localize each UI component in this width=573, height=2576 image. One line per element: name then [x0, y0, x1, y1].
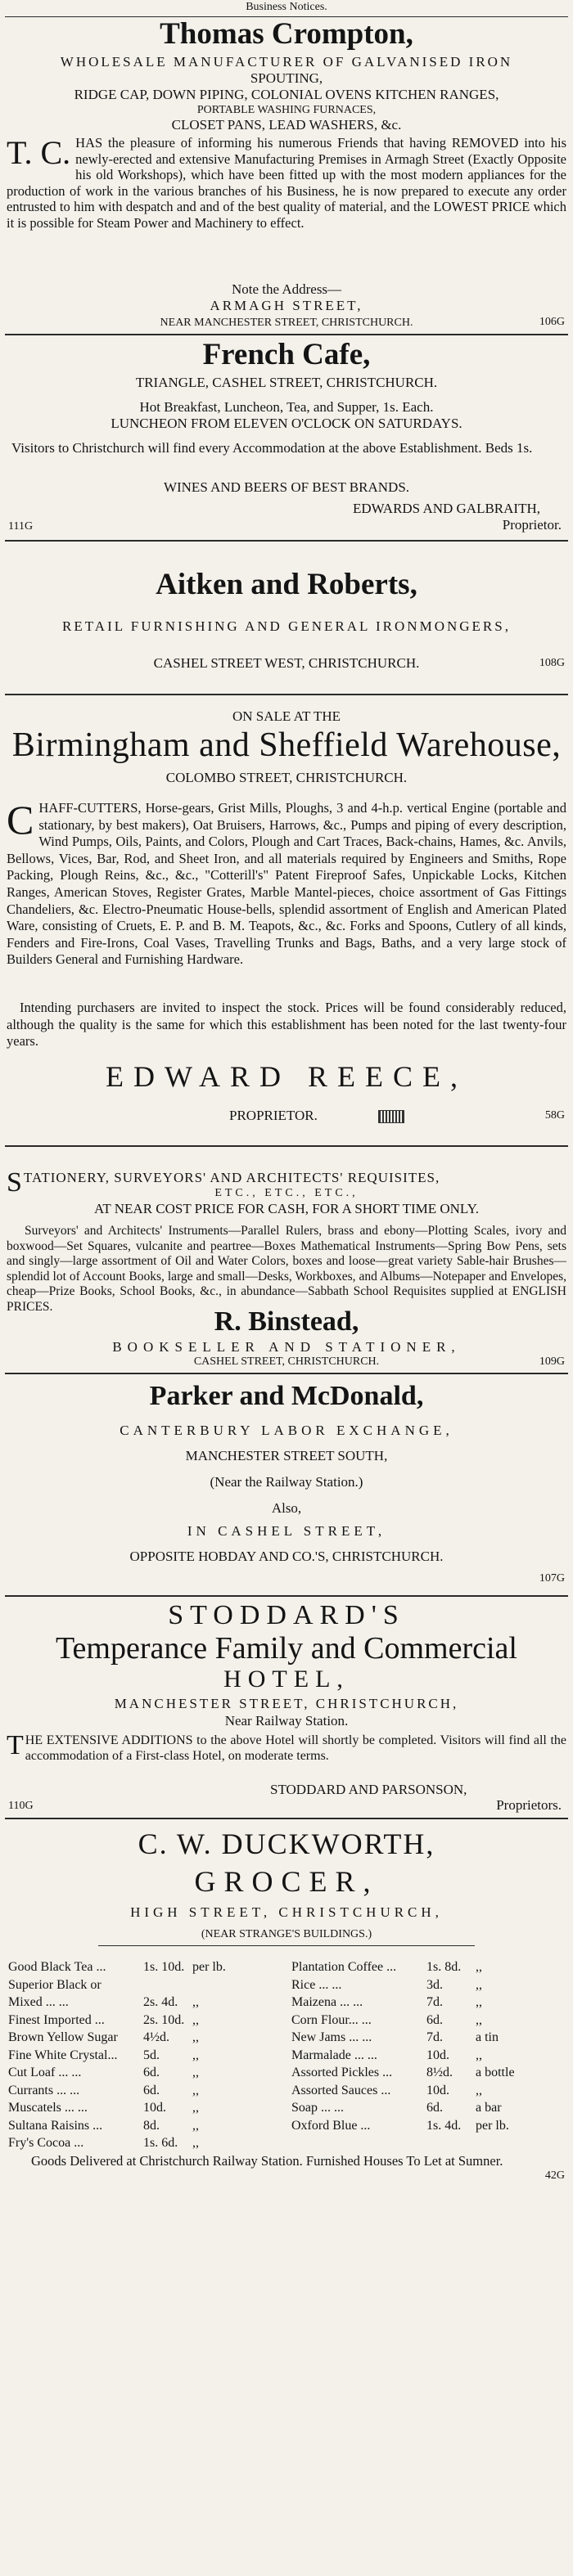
binstead-head2: ETC., ETC., ETC., [214, 1187, 359, 1199]
crompton-body-block [7, 135, 566, 231]
binstead-trade: BOOKSELLER AND STATIONER, [112, 1339, 461, 1355]
item-unit: ,, [192, 2066, 199, 2079]
price-row [8, 2047, 266, 2065]
item-name: Fry's Cocoa ... [8, 2136, 84, 2150]
price-row [291, 2029, 566, 2047]
divider [5, 694, 568, 695]
parker-also: Also, [271, 1500, 302, 1516]
crompton-body: HAS the pleasure of informing his numerous Friends that having REMOVED into his newly-erected and extensive Manufacturing Premises in Armagh Street (Exactly Opposite his old Workshops), which have been fitted up with the most modern appliances for the production of work in the various branches of his Business, he is now prepared to execute any order entrusted to him with despatch and and of the best quality of material, and the LOWEST PRICE which it is possible for Steam Power and Machinery to effect. [7, 135, 566, 231]
price-row [291, 1958, 566, 1976]
item-name: Assorted Pickles ... [291, 2066, 393, 2079]
item-unit: ,, [192, 1995, 199, 2009]
item-price: 2s. 10d. [143, 2012, 185, 2027]
item-price: 1s. 6d. [143, 2136, 178, 2150]
stoddard-drop-initial: T [7, 1730, 24, 1760]
parker-line5: OPPOSITE HOBDAY AND CO.'S, CHRISTCHURCH. [129, 1549, 444, 1564]
item-price: 4½d. [143, 2030, 169, 2044]
aitken-name: Aitken and Roberts, [156, 568, 417, 601]
item-unit: ,, [192, 2101, 199, 2115]
birmingham-owner: EDWARD REECE, [106, 1060, 467, 1093]
item-price: 10d. [143, 2101, 166, 2115]
divider [5, 1595, 568, 1597]
stoddard-code: 110G [8, 1800, 34, 1812]
item-unit: ,, [476, 1995, 482, 2009]
duckworth-street: HIGH STREET, CHRISTCHURCH, [130, 1904, 443, 1920]
crompton-drop-initial: T. C. [7, 134, 71, 171]
item-name: New Jams ... ... [291, 2030, 372, 2044]
price-row [8, 2099, 266, 2117]
price-row [291, 2064, 566, 2082]
item-unit: ,, [476, 1977, 482, 1992]
duckworth-footer: Goods Delivered at Christchurch Railway Station. Furnished Houses To Let at Sumner. [31, 2153, 503, 2169]
birmingham-proprietor: PROPRIETOR. [229, 1108, 318, 1123]
birmingham-on-sale: ON SALE AT THE [232, 708, 341, 724]
item-name: Corn Flour... ... [291, 2012, 372, 2027]
price-row [291, 2012, 566, 2030]
price-row [8, 1976, 266, 1994]
section-header: Business Notices. [246, 1, 327, 13]
binstead-drop-initial: S [7, 1167, 22, 1198]
price-row [291, 2117, 566, 2135]
item-unit: ,, [476, 2083, 482, 2097]
aitken-line1: RETAIL FURNISHING AND GENERAL IRONMONGERS, [62, 618, 511, 634]
aitken-line2: CASHEL STREET WEST, CHRISTCHURCH. [153, 655, 420, 671]
cafe-name: French Cafe, [202, 338, 371, 371]
cafe-proprietor-label: Proprietor. [502, 517, 562, 533]
price-row [8, 2082, 266, 2100]
price-row [8, 2012, 266, 2030]
price-row [8, 1994, 266, 2012]
price-row [291, 2047, 566, 2065]
stoddard-street: MANCHESTER STREET, CHRISTCHURCH, [114, 1696, 459, 1711]
stoddard-body: HE EXTENSIVE ADDITIONS to the above Hotel will shortly be completed. Visitors will find all the accommodation of a First-class Hotel, on moderate terms. [25, 1733, 566, 1763]
parker-line2: MANCHESTER STREET SOUTH, [185, 1448, 388, 1463]
cafe-line2: LUNCHEON FROM ELEVEN O'CLOCK ON SATURDAYS. [111, 416, 462, 431]
item-price: 8½d. [426, 2066, 453, 2079]
price-list-left [8, 1958, 266, 2152]
stamp-icon [378, 1110, 404, 1123]
item-name: Muscatels ... ... [8, 2101, 88, 2115]
price-row [8, 1958, 266, 1976]
binstead-code: 109G [539, 1355, 565, 1368]
parker-line1: CANTERBURY LABOR EXCHANGE, [120, 1423, 453, 1438]
stoddard-body-block [7, 1730, 566, 1764]
item-unit: ,, [192, 2136, 199, 2150]
item-price: 10d. [426, 2048, 449, 2062]
item-name: Oxford Blue ... [291, 2118, 371, 2133]
item-price: 6d. [143, 2066, 160, 2079]
parker-name: Parker and McDonald, [149, 1381, 424, 1411]
item-price: 1s. 8d. [426, 1960, 462, 1974]
stoddard-proprietors: STODDARD AND PARSONSON, [270, 1782, 467, 1797]
stoddard-name: STODDARD'S [168, 1600, 405, 1630]
item-unit: ,, [192, 2118, 199, 2133]
crompton-line3: RIDGE CAP, DOWN PIPING, COLONIAL OVENS KITCHEN RANGES, [74, 87, 499, 102]
item-unit: per lb. [476, 2118, 509, 2133]
item-price: 10d. [426, 2083, 449, 2097]
price-row [8, 2134, 266, 2152]
item-unit: ,, [476, 2048, 482, 2062]
item-name: Fine White Crystal... [8, 2048, 118, 2062]
duckworth-near: (NEAR STRANGE'S BUILDINGS.) [201, 1928, 372, 1940]
item-unit: ,, [476, 2012, 482, 2027]
price-row [8, 2064, 266, 2082]
divider [5, 1145, 568, 1147]
item-name: Brown Yellow Sugar [8, 2030, 118, 2044]
item-price: 6d. [426, 2101, 443, 2115]
cafe-line3: Visitors to Christchurch will find every Accommodation at the above Establishment. Beds 1s. [11, 440, 533, 456]
binstead-body: Surveyors' and Architects' Instruments—Parallel Rulers, brass and ebony—Plotting Scales, ivory and boxwood—Set Squares, vulcanite and peartree—Boxes Mathematical Instruments—Spring Bow Pens, sets and singly—large assortment of Oil and Water Colors, boxes and loose—great variety Sable-hair Brushes—splendid lot of Account Books, large and small—Desks, Workboxes, and Albums—Notepaper and Envelopes, cheap—Prize Books, School Books, &c., in abundance—Sabbath School Requisites supplied at ENGLISH PRICES. [7, 1224, 566, 1314]
item-name: Soap ... ... [291, 2101, 344, 2115]
birmingham-code: 58G [544, 1109, 565, 1122]
item-price: 7d. [426, 1995, 443, 2009]
item-name: Superior Black or [8, 1977, 102, 1992]
item-name: Assorted Sauces ... [291, 2083, 391, 2097]
divider [5, 1373, 568, 1374]
binstead-street: CASHEL STREET, CHRISTCHURCH. [193, 1355, 380, 1368]
divider [5, 540, 568, 542]
price-row [8, 2029, 266, 2047]
item-price: 8d. [143, 2118, 160, 2133]
crompton-line1: WHOLESALE MANUFACTURER OF GALVANISED IRON [60, 54, 513, 70]
cafe-address: TRIANGLE, CASHEL STREET, CHRISTCHURCH. [135, 375, 438, 390]
binstead-name: R. Binstead, [214, 1306, 359, 1337]
cafe-proprietors: EDWARDS AND GALBRAITH, [352, 501, 540, 516]
crompton-name: Thomas Crompton, [160, 17, 413, 51]
stoddard-line1: Temperance Family and Commercial [56, 1631, 517, 1666]
item-name: Currants ... ... [8, 2083, 80, 2097]
divider [5, 1818, 568, 1819]
item-price: 6d. [426, 2012, 443, 2027]
parker-line4: IN CASHEL STREET, [187, 1523, 386, 1539]
item-price: 2s. 4d. [143, 1995, 178, 2009]
item-price: 6d. [143, 2083, 160, 2097]
item-price: 7d. [426, 2030, 443, 2044]
binstead-head1: TATIONERY, SURVEYORS' AND ARCHITECTS' REQUISITES, [23, 1170, 440, 1185]
crompton-line2: SPOUTING, [250, 70, 323, 86]
crompton-note: Note the Address— [231, 281, 342, 297]
item-unit: a bottle [476, 2066, 515, 2079]
birmingham-drop-initial: C [7, 797, 34, 843]
crompton-street: ARMAGH STREET, [210, 298, 363, 313]
stoddard-hotel: HOTEL, [223, 1666, 350, 1693]
birmingham-body-block [7, 797, 566, 969]
item-unit: a tin [476, 2030, 499, 2044]
aitken-code: 108G [539, 657, 565, 669]
item-unit: ,, [192, 2083, 199, 2097]
item-price: 1s. 10d. [143, 1960, 185, 1974]
parker-code: 107G [539, 1572, 565, 1585]
crompton-near: NEAR MANCHESTER STREET, CHRISTCHURCH. [160, 317, 413, 329]
item-unit: ,, [192, 2030, 199, 2044]
stoddard-label: Proprietors. [496, 1797, 562, 1813]
item-name: Maizena ... ... [291, 1995, 363, 2009]
price-row [291, 2082, 566, 2100]
item-name: Plantation Coffee ... [291, 1960, 397, 1974]
binstead-head3: AT NEAR COST PRICE FOR CASH, FOR A SHORT TIME ONLY. [94, 1201, 479, 1216]
item-unit: per lb. [192, 1960, 226, 1974]
item-price: 3d. [426, 1977, 443, 1992]
cafe-code: 111G [8, 520, 34, 533]
price-row [291, 1994, 566, 2012]
birmingham-name: Birmingham and Sheffield Warehouse, [11, 726, 562, 764]
item-name: Good Black Tea ... [8, 1960, 106, 1974]
item-price [143, 1976, 192, 1994]
price-row [8, 2117, 266, 2135]
item-name: Sultana Raisins ... [8, 2118, 103, 2133]
item-name: Finest Imported ... [8, 2012, 105, 2027]
crompton-line4: PORTABLE WASHING FURNACES, [196, 104, 377, 116]
crompton-code: 106G [539, 316, 565, 328]
birmingham-intending: Intending purchasers are invited to inspect the stock. Prices will be found considerably reduced, although the quality is the same for which this establishment has been noted for the last twenty-four years. [7, 1000, 566, 1050]
item-name: Marmalade ... ... [291, 2048, 377, 2062]
item-unit: a bar [476, 2101, 502, 2115]
crompton-line5: CLOSET PANS, LEAD WASHERS, &c. [171, 117, 402, 133]
price-row [291, 1976, 566, 1994]
item-unit: ,, [192, 2012, 199, 2027]
item-unit: ,, [476, 1960, 482, 1974]
parker-line3: (Near the Railway Station.) [210, 1474, 363, 1490]
duckworth-name: C. W. DUCKWORTH, [138, 1827, 435, 1860]
item-price: 5d. [143, 2048, 160, 2062]
item-name: Rice ... ... [291, 1977, 342, 1992]
birmingham-body: HAFF-CUTTERS, Horse-gears, Grist Mills, Ploughs, 3 and 4-h.p. vertical Engine (portable and stationary, by best makers), Oat Bruisers, Harrows, &c., Pumps and piping of every description, Wind Pumps, Oils, Paints, and Colors, Plough and Cart Traces, Back-chains, Hames, &c. Anvils, Bellows, Vices, Bar, Rod, and Sheet Iron, and all materials required by Engineers and Smiths, Rope Packing, Plough Reins, &c., &c., "Cotterill's" Patent Fireproof Safes, Unpickable Locks, Kitchen Ranges, American Stoves, Register Grates, Marble Mantel-pieces, choice assortment of Gas Fittings Chandeliers, &c. Electro-Pneumatic House-bells, splendid assortment of English and American Plated Ware, consisting of Cruets, E. P. and B. M. Teapots, &c., &c. Forks and Spoons, Cutlery of all kinds, Fenders and Fire-Irons, Coal Vases, Travelling Trunks and Bags, Baths, and a very large stock of Builders General and Furnishing Hardware. [7, 800, 566, 968]
duckworth-code: 42G [544, 2169, 565, 2182]
divider [98, 1945, 475, 1946]
item-price: 1s. 4d. [426, 2118, 462, 2133]
price-list-right [291, 1958, 566, 2134]
birmingham-street: COLOMBO STREET, CHRISTCHURCH. [165, 770, 408, 785]
price-row [291, 2099, 566, 2117]
item-name: Cut Loaf ... ... [8, 2066, 82, 2079]
duckworth-trade: GROCER, [194, 1865, 379, 1898]
cafe-line4: WINES AND BEERS OF BEST BRANDS. [163, 479, 410, 495]
item-name: Mixed ... ... [8, 1995, 69, 2009]
item-unit [192, 1976, 266, 1994]
divider [5, 334, 568, 335]
stoddard-near: Near Railway Station. [224, 1713, 349, 1729]
cafe-line1: Hot Breakfast, Luncheon, Tea, and Supper, 1s. Each. [139, 399, 434, 415]
item-unit: ,, [192, 2048, 199, 2062]
